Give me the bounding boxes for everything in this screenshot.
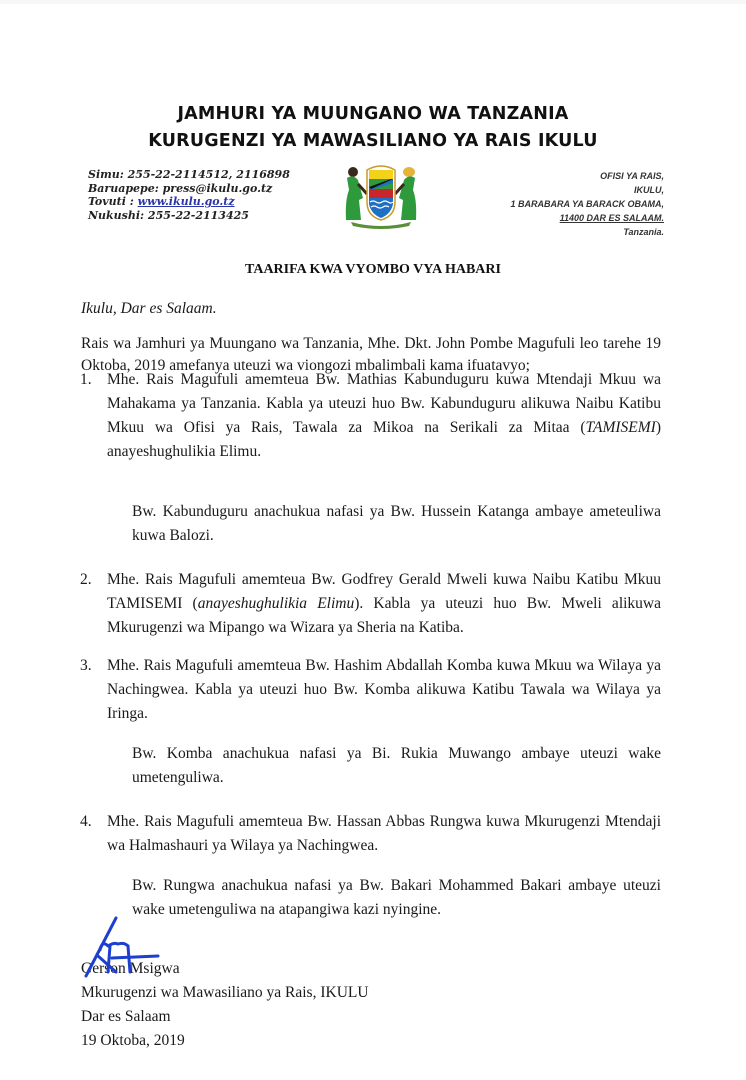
- press-release-title: TAARIFA KWA VYOMBO VYA HABARI: [245, 262, 501, 277]
- item-number: 4.: [80, 813, 92, 830]
- item-text-italic: TAMISEMI: [585, 419, 656, 436]
- appointment-item: [80, 810, 661, 858]
- signatory-position: Mkurugenzi wa Mawasiliano ya Rais, IKULU: [81, 984, 369, 1001]
- dateline-place: Ikulu, Dar es Salaam.: [81, 300, 217, 317]
- item-text-end: ) anayeshughulikia Elimu.: [107, 419, 661, 460]
- address-country: Tanzania.: [623, 227, 664, 237]
- item-text: Mhe. Rais Magufuli amemteua Bw. Hassan Abbas Rungwa kuwa Mkurugenzi Mtendaji wa Halmashauri ya Wilaya ya Nachingwea.: [107, 813, 661, 854]
- contact-email: Baruapepe: press@ikulu.go.tz: [88, 181, 273, 195]
- top-strip: [0, 0, 746, 4]
- header-republic: JAMHURI YA MUUNGANO WA TANZANIA: [177, 104, 569, 124]
- item-text-italic: anayeshughulikia Elimu: [197, 595, 355, 612]
- address-ikulu: IKULU,: [634, 185, 664, 195]
- appointment-item: [80, 654, 661, 726]
- website-label: Tovuti :: [88, 195, 138, 208]
- appointment-item: [80, 368, 661, 464]
- contact-phone: Simu: 255-22-2114512, 2116898: [88, 168, 290, 181]
- item-number: 2.: [80, 571, 92, 588]
- item-text: Mhe. Rais Magufuli amemteua Bw. Hashim Abdallah Komba kuwa Mkuu wa Wilaya ya Nachingwea. Kabla ya uteuzi huo Bw. Komba alikuwa Katibu Tawala wa Wilaya ya Iringa.: [107, 657, 661, 722]
- contact-website: [88, 195, 290, 209]
- website-link[interactable]: www.ikulu.go.tz: [137, 195, 235, 208]
- appointment-note: Bw. Rungwa anachukua nafasi ya Bw. Bakari Mohammed Bakari ambaye uteuzi wake umetenguliwa na atapangiwa kazi nyingine.: [132, 877, 661, 918]
- tanzania-coat-of-arms-icon: [343, 160, 419, 232]
- item-number: 3.: [80, 657, 92, 674]
- appointment-note: Bw. Komba anachukua nafasi ya Bi. Rukia Muwango ambaye uteuzi wake umetenguliwa.: [132, 745, 661, 786]
- signatory-date: 19 Oktoba, 2019: [81, 1032, 185, 1049]
- appointment-item: [80, 568, 661, 640]
- appointment-note: Bw. Kabunduguru anachukua nafasi ya Bw. Hussein Katanga ambaye ameteuliwa kuwa Balozi.: [132, 503, 661, 544]
- address-street: 1 BARABARA YA BARACK OBAMA,: [510, 199, 664, 209]
- item-text: Mhe. Rais Magufuli amemteua Bw. Godfrey Gerald Mweli kuwa Naibu Katibu Mkuu TAMISEMI (: [107, 571, 661, 612]
- contact-block: [88, 168, 290, 222]
- intro-paragraph: Rais wa Jamhuri ya Muungano wa Tanzania, Mhe. Dkt. John Pombe Magufuli leo tarehe 19 Oktoba, 2019 amefanya uteuzi wa viongozi mbalimbali kama ifuatavyo;: [81, 335, 661, 374]
- item-text: Mhe. Rais Magufuli amemteua Bw. Mathias Kabunduguru kuwa Mtendaji Mkuu wa Mahakama ya Tanzania. Kabla ya uteuzi huo Bw. Kabunduguru alikuwa Naibu Katibu Mkuu wa Ofisi ya Rais, Tawala za Mikoa na Serikali za Mitaa (: [107, 371, 661, 436]
- item-text-end: ). Kabla ya uteuzi huo Bw. Mweli alikuwa Mkurugenzi wa Mipango wa Wizara ya Sheria na Katiba.: [107, 595, 661, 636]
- signatory-city: Dar es Salaam: [81, 1008, 171, 1025]
- signatory-name: Gerson Msigwa: [81, 960, 180, 977]
- address-block: [510, 169, 664, 239]
- address-postal: 11400 DAR ES SALAAM.: [559, 213, 664, 223]
- contact-fax: Nukushi: 255-22-2113425: [88, 208, 249, 222]
- address-office: OFISI YA RAIS,: [600, 171, 664, 181]
- item-number: 1.: [80, 371, 92, 388]
- header-directorate: KURUGENZI YA MAWASILIANO YA RAIS IKULU: [148, 131, 598, 151]
- handwritten-signature-icon: [82, 916, 162, 978]
